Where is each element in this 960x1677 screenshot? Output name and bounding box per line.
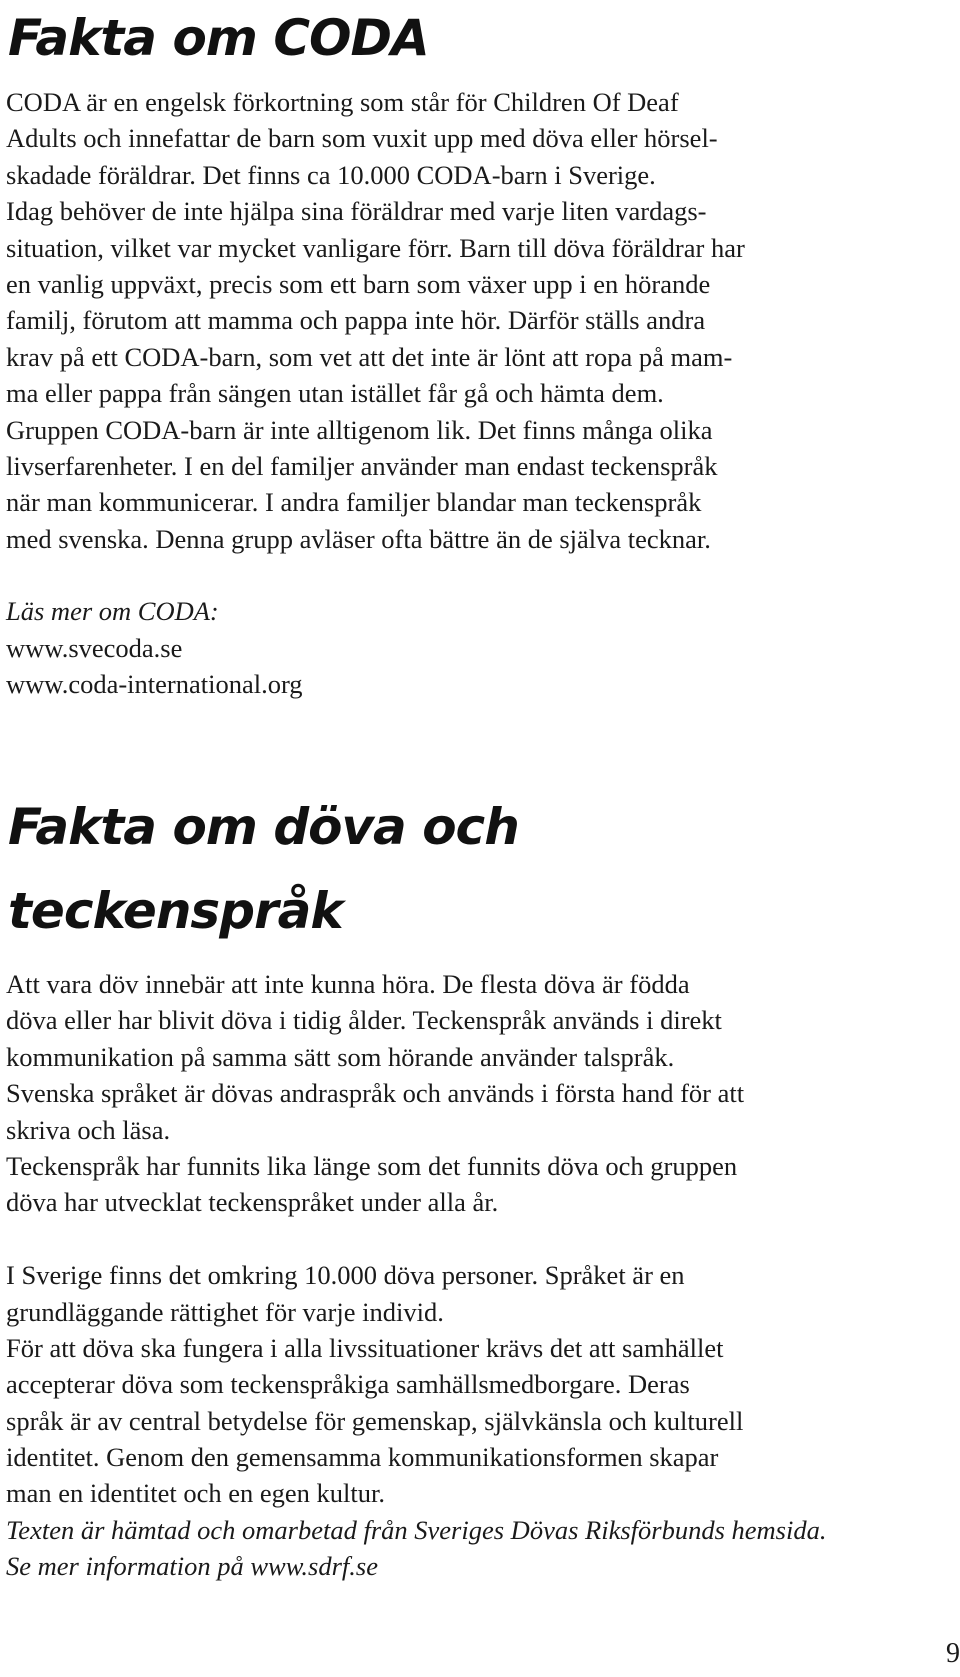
body-line: krav på ett CODA-barn, som vet att det inte är lönt att ropa på mam-: [6, 341, 733, 372]
body-line: För att döva ska fungera i alla livssituationer krävs det att samhället: [6, 1332, 724, 1363]
body-line: språk är av central betydelse för gemenskap, självkänsla och kulturell: [6, 1405, 744, 1436]
svecoda-link[interactable]: www.svecoda.se: [6, 632, 183, 663]
paragraph-gap: [6, 557, 956, 593]
body-line: situation, vilket var mycket vanligare förr. Barn till döva föräldrar har: [6, 232, 745, 263]
body-line: Adults och innefattar de barn som vuxit upp med döva eller hörsel-: [6, 123, 718, 154]
body-line: ma eller pappa från sängen utan istället får gå och hämta dem.: [6, 378, 664, 409]
body-line: livserfarenheter. I en del familjer använder man endast teckenspråk: [6, 450, 718, 481]
body-line: Att vara döv innebär att inte kunna höra. De flesta döva är födda: [6, 969, 690, 999]
body-line: kommunikation på samma sätt som hörande använder talspråk.: [6, 1041, 675, 1072]
body-line: Idag behöver de inte hjälpa sina föräldrar med varje liten vardags-: [6, 196, 707, 227]
body-line: identitet. Genom den gemensamma kommunikationsformen skapar: [6, 1442, 719, 1473]
body-line: döva har utvecklat teckenspråket under alla år.: [6, 1187, 499, 1218]
body-line: med svenska. Denna grupp avläser ofta bättre än de själva tecknar.: [6, 523, 711, 554]
deaf-heading-line1: Fakta om döva och: [8, 798, 519, 856]
body-line: accepterar döva som teckenspråkiga samhällsmedborgare. Deras: [6, 1369, 690, 1400]
source-link-note: Se mer information på www.sdrf.se: [6, 1551, 378, 1582]
body-line: Gruppen CODA-barn är inte alltigenom lik. Det finns många olika: [6, 414, 713, 445]
body-line: familj, förutom att mamma och pappa inte hör. Därför ställs andra: [6, 305, 706, 336]
body-line: döva eller har blivit döva i tidig ålder. Teckenspråk används i direkt: [6, 1005, 722, 1036]
coda-heading: Fakta om CODA: [8, 9, 429, 67]
source-note: Texten är hämtad och omarbetad från Sveriges Dövas Riksförbunds hemsida.: [6, 1514, 827, 1545]
page-number: 9: [946, 1638, 960, 1669]
body-line: Teckenspråk har funnits lika länge som det funnits döva och gruppen: [6, 1150, 738, 1181]
coda-international-link[interactable]: www.coda-international.org: [6, 669, 303, 700]
deaf-heading-line2: teckenspråk: [8, 882, 343, 940]
body-line: Svenska språket är dövas andraspråk och används i första hand för att: [6, 1078, 745, 1109]
body-line: skadade föräldrar. Det finns ca 10.000 CODA-barn i Sverige.: [6, 159, 656, 190]
read-more-label: Läs mer om CODA:: [6, 596, 219, 627]
body-line: man en identitet och en egen kultur.: [6, 1478, 385, 1509]
body-line: en vanlig uppväxt, precis som ett barn som växer upp i en hörande: [6, 268, 711, 299]
body-line: I Sverige finns det omkring 10.000 döva personer. Språket är en: [6, 1260, 685, 1291]
body-line: när man kommunicerar. I andra familjer blandar man teckenspråk: [6, 487, 702, 518]
body-line: grundläggande rättighet för varje individ.: [6, 1296, 444, 1327]
body-line: CODA är en engelsk förkortning som står för Children Of Deaf: [6, 87, 679, 117]
coda-body: [6, 84, 956, 703]
paragraph-gap: [6, 1221, 956, 1257]
deaf-body: [6, 966, 956, 1585]
body-line: skriva och läsa.: [6, 1114, 171, 1145]
